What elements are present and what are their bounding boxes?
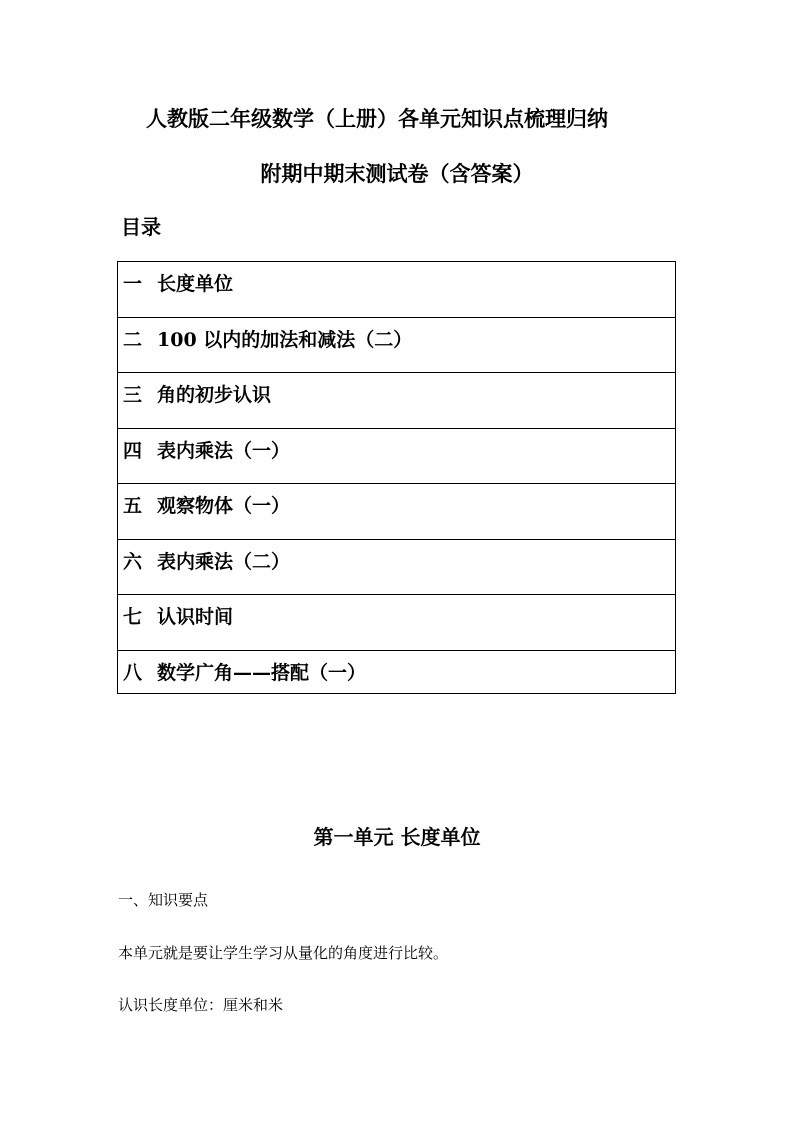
toc-row-number: 四 (123, 439, 143, 462)
toc-row-number: 三 (123, 384, 143, 406)
section-title: 第一单元 长度单位 (313, 825, 481, 849)
document-title-line1: 人教版二年级数学（上册）各单元知识点梳理归纳 (146, 106, 608, 131)
toc-heading: 目录 (121, 215, 161, 239)
toc-row[interactable] (118, 540, 675, 596)
toc-table (117, 261, 676, 694)
toc-row-label: 表内乘法（二） (157, 550, 291, 573)
document-title-line2: 附期中期末测试卷（含答案） (260, 161, 534, 186)
toc-row[interactable] (118, 318, 675, 374)
toc-row-number: 八 (123, 661, 143, 684)
toc-row[interactable] (118, 484, 675, 540)
toc-row-number: 二 (123, 328, 143, 351)
toc-row-label: 观察物体（一） (157, 495, 291, 517)
toc-row[interactable] (118, 262, 675, 318)
toc-row[interactable] (118, 429, 675, 485)
toc-row-number: 五 (123, 495, 143, 517)
paragraph: 一、知识要点 (118, 891, 209, 909)
toc-row[interactable] (118, 373, 675, 429)
toc-row-label: 数学广角——搭配（一） (157, 661, 367, 684)
paragraph: 本单元就是要让学生学习从量化的角度进行比较。 (118, 944, 449, 962)
toc-row-label: 表内乘法（一） (157, 439, 291, 462)
toc-row-number: 七 (123, 606, 143, 628)
toc-row-number: 六 (123, 550, 143, 573)
toc-row-label: 角的初步认识 (157, 384, 272, 406)
toc-row[interactable] (118, 595, 675, 651)
toc-row-label: 认识时间 (157, 606, 234, 628)
toc-row-number: 一 (123, 273, 143, 295)
toc-row-label: 100 以内的加法和减法（二） (157, 328, 413, 351)
toc-row[interactable] (118, 651, 675, 693)
paragraph: 认识长度单位：厘米和米 (118, 996, 284, 1014)
toc-row-label: 长度单位 (157, 273, 234, 295)
